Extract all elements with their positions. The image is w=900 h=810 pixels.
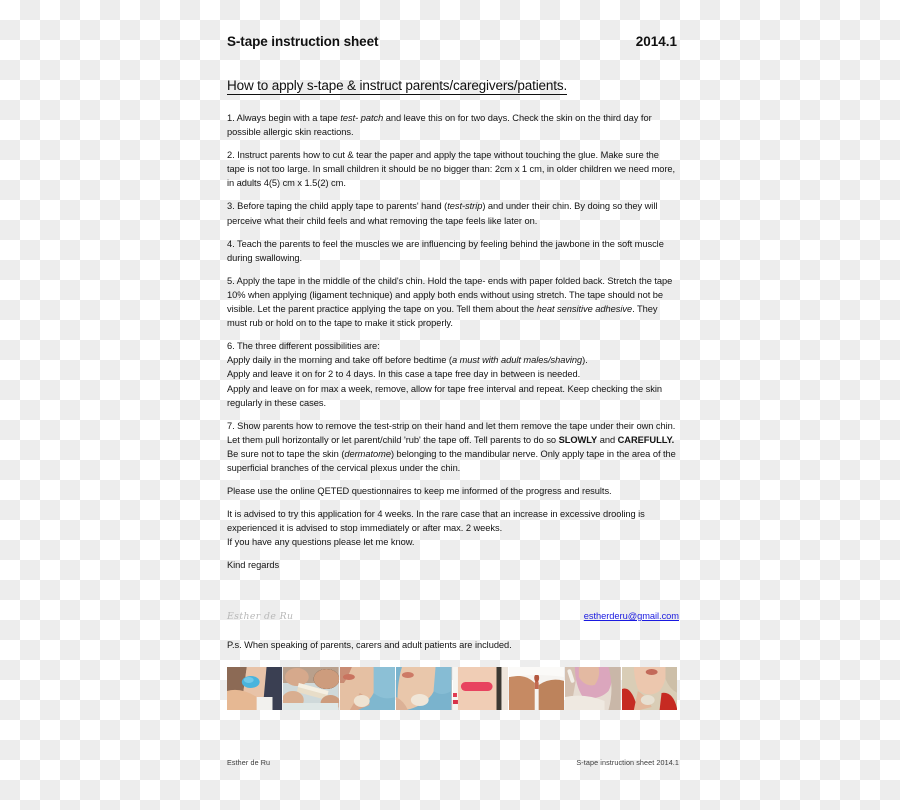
postscript-note: P.s. When speaking of parents, carers and adult patients are included. bbox=[227, 640, 512, 650]
paragraph-9-line-2: If you have any questions please let me know. bbox=[227, 537, 415, 548]
paragraph-9-line-1: It is advised to try this application for 4 weeks. In the rare case that an increase in excessive drooling is experienced it is advised to stop immediately or after max. 2 weeks. bbox=[227, 509, 645, 534]
version-label: 2014.1 bbox=[635, 34, 677, 49]
footer-left: Esther de Ru bbox=[227, 758, 271, 767]
paragraph-4: 4. Teach the parents to feel the muscles we are influencing by feeling behind the jawbone in the soft muscle during swallowing. bbox=[227, 238, 664, 263]
paragraph-6-line-3: Apply and leave it on for 2 to 4 days. In this case a tape free day in between is needed. bbox=[227, 369, 581, 380]
document-body bbox=[227, 111, 679, 582]
paragraph-7-part-a: 7. Show parents how to remove the test-strip on their hand and let them remove the tape under their own chin. Let them pull horizontally or let parent/child 'rub' the tape off. Tell parents to do so bbox=[227, 420, 676, 445]
paragraph-7 bbox=[227, 419, 679, 475]
paragraph-7-part-d: ) belonging to the mandibular nerve. Only apply tape in the area of the superficial branches of the cervical plexus under the chin. bbox=[227, 448, 676, 473]
photo-thumbnail bbox=[396, 667, 451, 710]
photo-thumbnail bbox=[453, 667, 508, 710]
paragraph-6-line-2-italic: a must with adult males/shaving bbox=[451, 355, 583, 366]
paragraph-1-part-a: 1. Always begin with a tape bbox=[227, 113, 341, 123]
paragraph-7-italic: dermatome bbox=[344, 448, 391, 459]
photo-thumbnail bbox=[340, 667, 395, 710]
paragraph-2: 2. Instruct parents how to cut & tear the paper and apply the tape without touching the glue. Make sure the tape is not too large. In small children it should be no bigger than: 2cm x 1 cm, in older children we need more, in adults 4(5) cm x 1.5(2) cm. bbox=[227, 150, 676, 189]
photo-pink-tape-on-skin-graphic bbox=[453, 667, 508, 710]
section-heading: How to apply s-tape & instruct parents/caregivers/patients. bbox=[227, 78, 568, 93]
photo-thumbnail bbox=[622, 667, 677, 710]
paragraph-6-line-4: Apply and leave on for max a week, remove, allow for tape free interval and repeat. Keep checking the skin regularly in these cases. bbox=[227, 383, 663, 408]
photo-thumbnail bbox=[227, 667, 282, 710]
paragraph-7-bold-slowly: SLOWLY bbox=[558, 434, 598, 445]
photo-strip bbox=[227, 667, 677, 710]
paragraph-3-italic: test-strip bbox=[447, 201, 483, 212]
paragraph-5-part-a: 5. Apply the tape in the middle of the child's chin. Hold the tape- ends with paper folded back. Stretch the tape 10% when applying (ligament technique) and apply both ends without using stretch. The tape should not be visible. Let the parent practice applying the tape on you. Tell them about the bbox=[227, 275, 673, 315]
photo-girl-red-shirt-applying-tape-graphic bbox=[622, 667, 677, 710]
photo-blue-tape-on-child-arm-graphic bbox=[227, 667, 282, 710]
paragraph-6-line-2 bbox=[227, 353, 679, 367]
photo-thumbnail bbox=[283, 667, 338, 710]
paragraph-3-part-b: ) and under their chin. By doing so they will perceive what their child feels and what removing the tape feels like later on. bbox=[227, 201, 658, 226]
paragraph-5-part-b: . They must rub or hold on to the tape to make it stick properly. bbox=[227, 304, 658, 329]
paragraph-6-line-2-part-b: ). bbox=[582, 355, 588, 366]
document-content-column bbox=[227, 0, 677, 810]
paragraph-5 bbox=[227, 274, 679, 330]
paragraph-6-line-2-part-a: Apply daily in the morning and take off before bedtime ( bbox=[227, 355, 452, 366]
paragraph-7-part-c: Be sure not to tape the skin ( bbox=[227, 448, 345, 459]
document-footer bbox=[227, 758, 679, 767]
photo-hands-tearing-tape-paper-graphic bbox=[283, 667, 338, 710]
paragraph-1-italic: test- patch bbox=[340, 113, 384, 123]
closing-salutation: Kind regards bbox=[227, 560, 280, 571]
photo-thumbnail bbox=[565, 667, 620, 710]
paragraph-7-mid: and bbox=[597, 434, 618, 445]
signature-name: Esther de Ru bbox=[227, 611, 294, 622]
page-title: S-tape instruction sheet bbox=[227, 34, 379, 49]
signature-row bbox=[227, 611, 679, 627]
paragraph-1 bbox=[227, 111, 679, 139]
paragraph-3 bbox=[227, 199, 679, 227]
paragraph-5-italic: heat sensitive adhesive bbox=[536, 304, 633, 315]
photo-child-chin-profile-left-graphic bbox=[340, 667, 395, 710]
document-header bbox=[227, 34, 677, 49]
paragraph-7-bold-carefully: CAREFULLY. bbox=[617, 434, 675, 445]
paragraph-6-line-1: 6. The three different possibilities are: bbox=[227, 341, 380, 352]
footer-right: S-tape instruction sheet 2014.1 bbox=[576, 758, 679, 767]
email-link[interactable]: estherderu@gmail.com bbox=[583, 611, 679, 621]
paragraph-1-part-b: and leave this on for two days. Check the skin on the third day for possible allergic skin reactions. bbox=[227, 113, 652, 138]
photo-child-chin-profile-right-graphic bbox=[396, 667, 451, 710]
photo-thumbnail bbox=[509, 667, 564, 710]
paragraph-3-part-a: 3. Before taping the child apply tape to parents' hand ( bbox=[227, 201, 448, 212]
paragraph-8: Please use the online QETED questionnaires to keep me informed of the progress and results. bbox=[227, 486, 612, 497]
photo-girl-pink-shirt-neck-tape-graphic bbox=[565, 667, 620, 710]
photo-fingers-pinching-tape-graphic bbox=[509, 667, 564, 710]
